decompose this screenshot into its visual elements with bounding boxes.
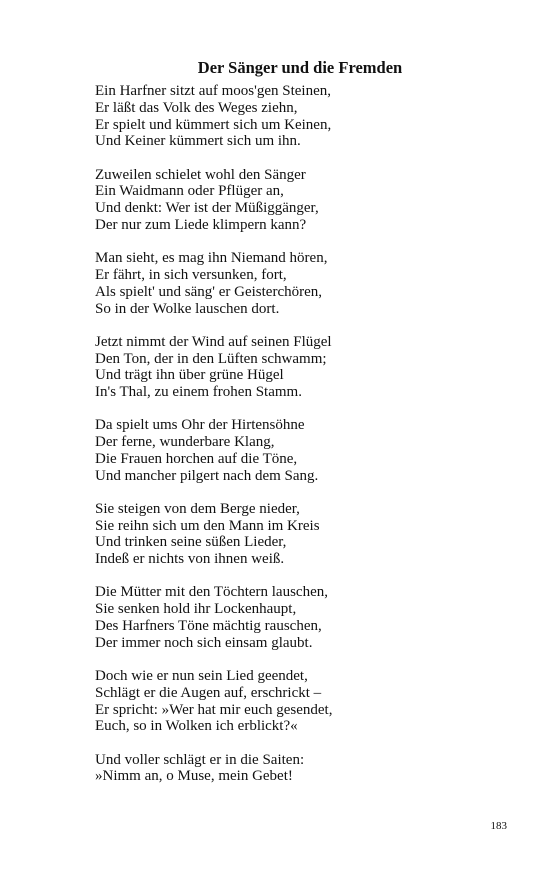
stanza xyxy=(95,250,515,317)
verse-line: Euch, so in Wolken ich erblickt?« xyxy=(95,718,298,735)
verse-line: Der immer noch sich einsam glaubt. xyxy=(95,634,313,651)
verse-line: »Nimm an, o Muse, mein Gebet! xyxy=(95,768,293,785)
stanza xyxy=(95,752,515,786)
verse-line: Und Keiner kümmert sich um ihn. xyxy=(95,133,301,150)
verse-line: Sie senken hold ihr Lockenhaupt, xyxy=(95,601,297,618)
verse-line: Und voller schlägt er in die Saiten: xyxy=(95,751,305,768)
verse-line: Indeß er nichts von ihnen weiß. xyxy=(95,551,285,568)
verse-line: Und denkt: Wer ist der Müßiggänger, xyxy=(95,200,319,217)
verse-line: Und mancher pilgert nach dem Sang. xyxy=(95,467,319,484)
verse-line: Ein Waidmann oder Pflüger an, xyxy=(95,183,284,200)
verse-line: Er spielt und kümmert sich um Keinen, xyxy=(95,116,332,133)
verse-line: Sie steigen von dem Berge nieder, xyxy=(95,500,300,517)
page-number: 183 xyxy=(490,820,507,832)
verse-line: Schlägt er die Augen auf, erschrickt – xyxy=(95,684,322,701)
verse-line: Da spielt ums Ohr der Hirtensöhne xyxy=(95,417,305,434)
verse-line: Sie reihn sich um den Mann im Kreis xyxy=(95,517,320,534)
stanza xyxy=(95,417,515,484)
stanza xyxy=(95,584,515,651)
verse-line: Doch wie er nun sein Lied geendet, xyxy=(95,668,308,685)
verse-line: Er läßt das Volk des Weges ziehn, xyxy=(95,99,298,116)
verse-line: Jetzt nimmt der Wind auf seinen Flügel xyxy=(95,333,332,350)
verse-line: Als spielt' und säng' er Geisterchören, xyxy=(95,283,323,300)
verse-line: Die Mütter mit den Töchtern lauschen, xyxy=(95,584,328,601)
poem-body xyxy=(95,83,515,802)
stanza xyxy=(95,334,515,401)
stanza xyxy=(95,668,515,735)
verse-line: Des Harfners Töne mächtig rauschen, xyxy=(95,618,322,635)
verse-line: Den Ton, der in den Lüften schwamm; xyxy=(95,350,327,367)
verse-line: Der nur zum Liede klimpern kann? xyxy=(95,216,307,233)
verse-line: Der ferne, wunderbare Klang, xyxy=(95,434,275,451)
verse-line: Er fährt, in sich versunken, fort, xyxy=(95,266,287,283)
verse-line: In's Thal, zu einem frohen Stamm. xyxy=(95,384,302,401)
verse-line: Die Frauen horchen auf die Töne, xyxy=(95,450,298,467)
verse-line: So in der Wolke lauschen dort. xyxy=(95,300,280,317)
verse-line: Ein Harfner sitzt auf moos'gen Steinen, xyxy=(95,83,331,99)
verse-line: Zuweilen schielet wohl den Sänger xyxy=(95,166,306,183)
poem-title: Der Sänger und die Fremden xyxy=(197,58,403,77)
stanza xyxy=(95,501,515,568)
stanza xyxy=(95,167,515,234)
verse-line: Und trinken seine süßen Lieder, xyxy=(95,534,287,551)
verse-line: Er spricht: »Wer hat mir euch gesendet, xyxy=(95,701,333,718)
stanza xyxy=(95,83,515,150)
verse-line: Und trägt ihn über grüne Hügel xyxy=(95,367,284,384)
verse-line: Man sieht, es mag ihn Niemand hören, xyxy=(95,250,328,267)
